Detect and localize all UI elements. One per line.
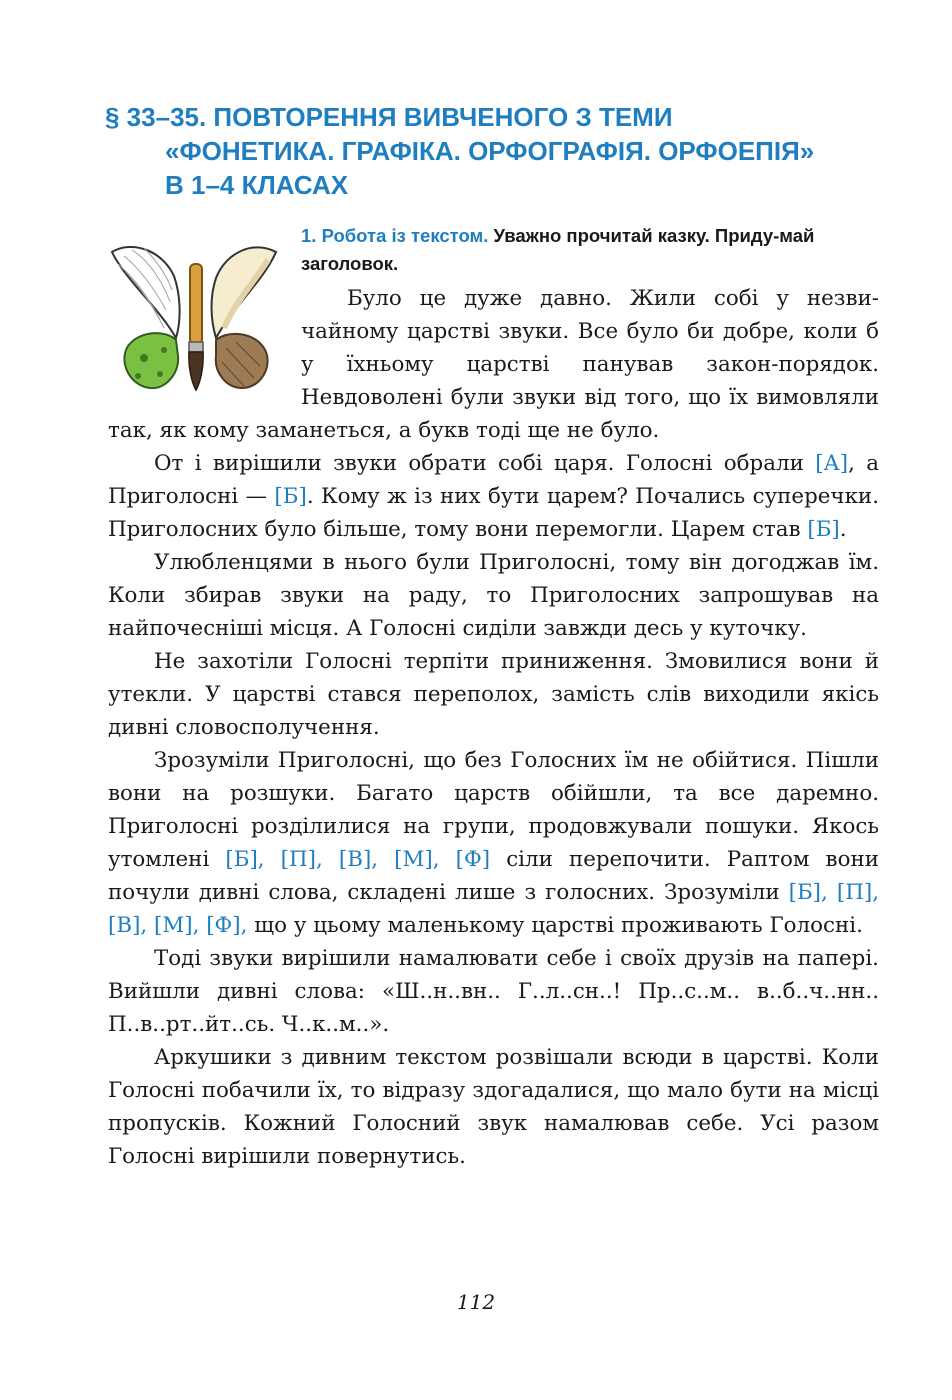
task-instruction: Уважно прочитай казку. Приду-май заголовок. — [301, 225, 815, 274]
task-number: 1. Робота із текстом. — [301, 225, 489, 246]
paragraph-6: Тоді звуки вирішили намалювати себе і своїх друзів на папері. Вийшли дивні слова: «Ш..н..вн.. Г..л..сн..! Пр..с..м.. в..б..ч..нн.. П..в..рт..йт..сь. Ч..к..м..». — [108, 946, 879, 1037]
section-title-line-1: § 33–35. ПОВТОРЕННЯ ВИВЧЕНОГО З ТЕМИ — [105, 102, 673, 132]
story-text — [108, 282, 879, 1173]
paragraph-5: Зрозуміли Приголосні, що без Голосних їм не обійтися. Пішли вони на розшуки. Багато царств обійшли, та все даремно. Приголосні розділилися на групи, продовжували пошуки. Якось утомлені [Б], [П], [В], [М], [Ф] сіли перепочити. Раптом вони почули дивні слова, складені лише з голосних. Зрозуміли [Б], [П], [В], [М], [Ф], що у цьому маленькому царстві проживають Голосні. — [108, 748, 879, 938]
sound-label: [А] — [815, 451, 849, 476]
paragraph-1: Було це дуже давно. Жили собі у незвичайному царстві звуки. Все було би добре, коли б у їхньому царстві панував закон-порядок. Невдоволені були звуки від того, що їх вимовляли так, як кому заманеться, а букв тоді ще не було. — [108, 286, 879, 443]
sound-label: [Б] — [274, 484, 307, 509]
paragraph-7: Аркушики з дивним текстом розвішали всюди в царстві. Коли Голосні побачили їх, то відразу здогадалися, що мало бути на місці пропусків. Кожний Голосний звук намалював себе. Усі разом Голосні вирішили повернутись. — [108, 1045, 879, 1169]
section-title-line-2: «ФОНЕТИКА. ГРАФІКА. ОРФОГРАФІЯ. ОРФОЕПІЯ» — [165, 136, 815, 166]
section-title — [105, 100, 905, 202]
sound-label: [Б], [П], [В], [М], [Ф] — [225, 847, 491, 872]
paragraph-2: От і вирішили звуки обрати собі царя. Голосні обрали [А], а Приголосні — [Б]. Кому ж із них бути царем? Почались суперечки. Приголосних було більше, тому вони перемогли. Царем став [Б]. — [108, 451, 879, 542]
task-heading — [301, 222, 879, 278]
page-number: 112 — [456, 1290, 496, 1314]
sound-label: [Б] — [807, 517, 840, 542]
paragraph-4: Не захотіли Голосні терпіти приниження. Змовилися вони й утекли. У царстві стався переполох, замість слів виходили якісь дивні словосполучення. — [108, 649, 879, 740]
section-title-line-3: В 1–4 КЛАСАХ — [165, 170, 349, 200]
sound-label: [Б], [П], [В], [М], [Ф], — [108, 880, 879, 938]
paragraph-3: Улюбленцями в нього були Приголосні, тому він догоджав їм. Коли збирав звуки на раду, то Приголосних запрошував на найпочесніші місця. А Голосні сиділи завжди десь у куточку. — [108, 550, 879, 641]
